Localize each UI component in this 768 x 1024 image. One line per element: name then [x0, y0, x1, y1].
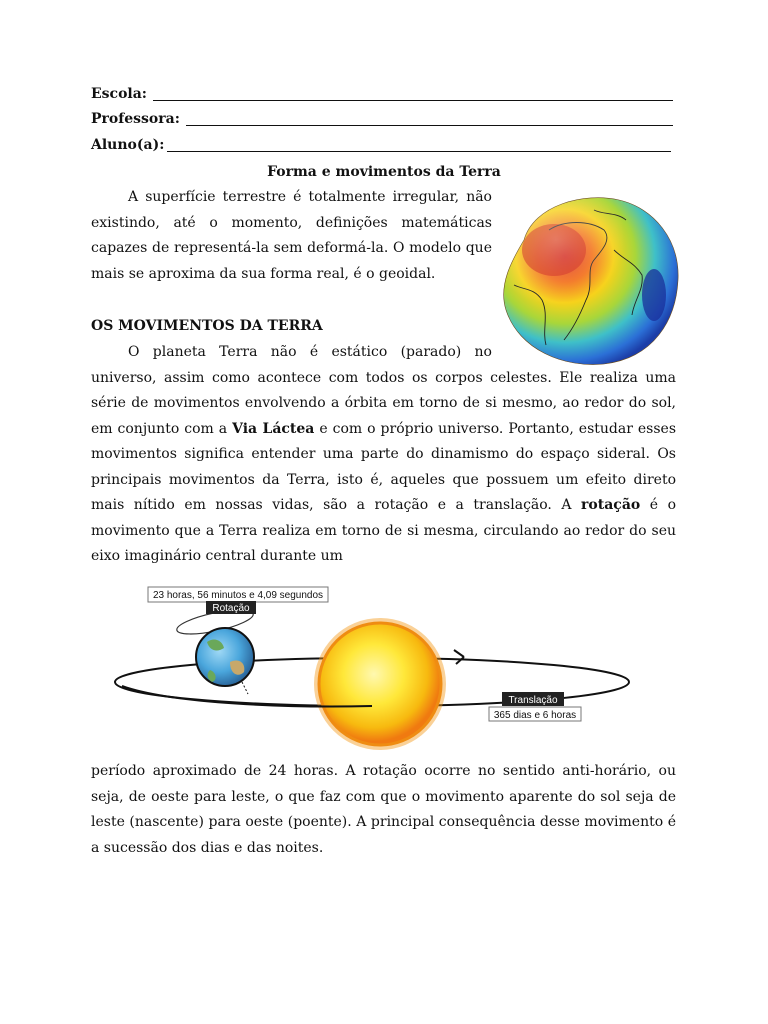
rotation-term: rotação — [581, 497, 641, 513]
school-label: Escola: — [91, 86, 147, 102]
image-wrap-spacer — [492, 340, 676, 360]
continuation-paragraph — [91, 759, 676, 861]
student-line — [167, 151, 671, 152]
student-field — [91, 137, 164, 153]
page-title: Forma e movimentos da Terra — [267, 164, 501, 180]
orbit-arrow — [454, 650, 464, 664]
earth-movements-diagram — [112, 582, 642, 750]
intro-text: A superfície terrestre é totalmente irregular, não existindo, até o momento, definições matemáticas capazes de representá-la sem deformá-la. O modelo que mais se aproxima da sua forma real, é o geoidal. — [91, 189, 492, 282]
rotation-label: Rotação — [212, 603, 250, 614]
teacher-line — [186, 125, 673, 126]
continuation-text: período aproximado de 24 horas. A rotação ocorre no sentido anti-horário, ou seja, de oeste para leste, o que faz com que o movimento aparente do sol seja de leste (nascente) para oeste (poente). A principal consequência desse movimento é a sucessão dos dias e das noites. — [91, 763, 676, 856]
intro-paragraph — [91, 185, 492, 287]
teacher-label: Professora: — [91, 111, 180, 127]
movements-text-3: é o movimento que a Terra realiza em torno de si mesma, circulando ao redor do seu eixo imaginário central durante um — [91, 497, 676, 564]
movements-text-1: O planeta Terra não é estático (parado) no universo, assim como acontece com todos os corpos celestes. Ele realiza uma série de movimentos envolvendo a órbita em torno de si mesmo, ao redor do sol, em conjunto com a — [91, 344, 676, 437]
school-field — [91, 86, 147, 102]
teacher-field — [91, 111, 180, 127]
movements-paragraph — [91, 340, 676, 570]
translation-time-label: 365 dias e 6 horas — [493, 710, 577, 721]
section-title: OS MOVIMENTOS DA TERRA — [91, 318, 323, 334]
rotation-time-label: 23 horas, 56 minutos e 4,09 segundos — [152, 590, 324, 601]
movements-text-2: e com o próprio universo. Portanto, estudar esses movimentos significa entender uma parte do dinamismo do espaço sideral. Os principais movimentos da Terra, isto é, aqueles que possuem um efeito direto mais nítido em nossas vidas, são a rotação e a translação. A — [91, 420, 677, 513]
milky-way-term: Via Láctea — [232, 420, 315, 437]
sun-icon — [314, 618, 446, 750]
student-label: Aluno(a): — [91, 137, 165, 153]
translation-label: Translação — [508, 695, 558, 706]
earth-icon — [196, 628, 254, 694]
school-line — [153, 100, 673, 101]
